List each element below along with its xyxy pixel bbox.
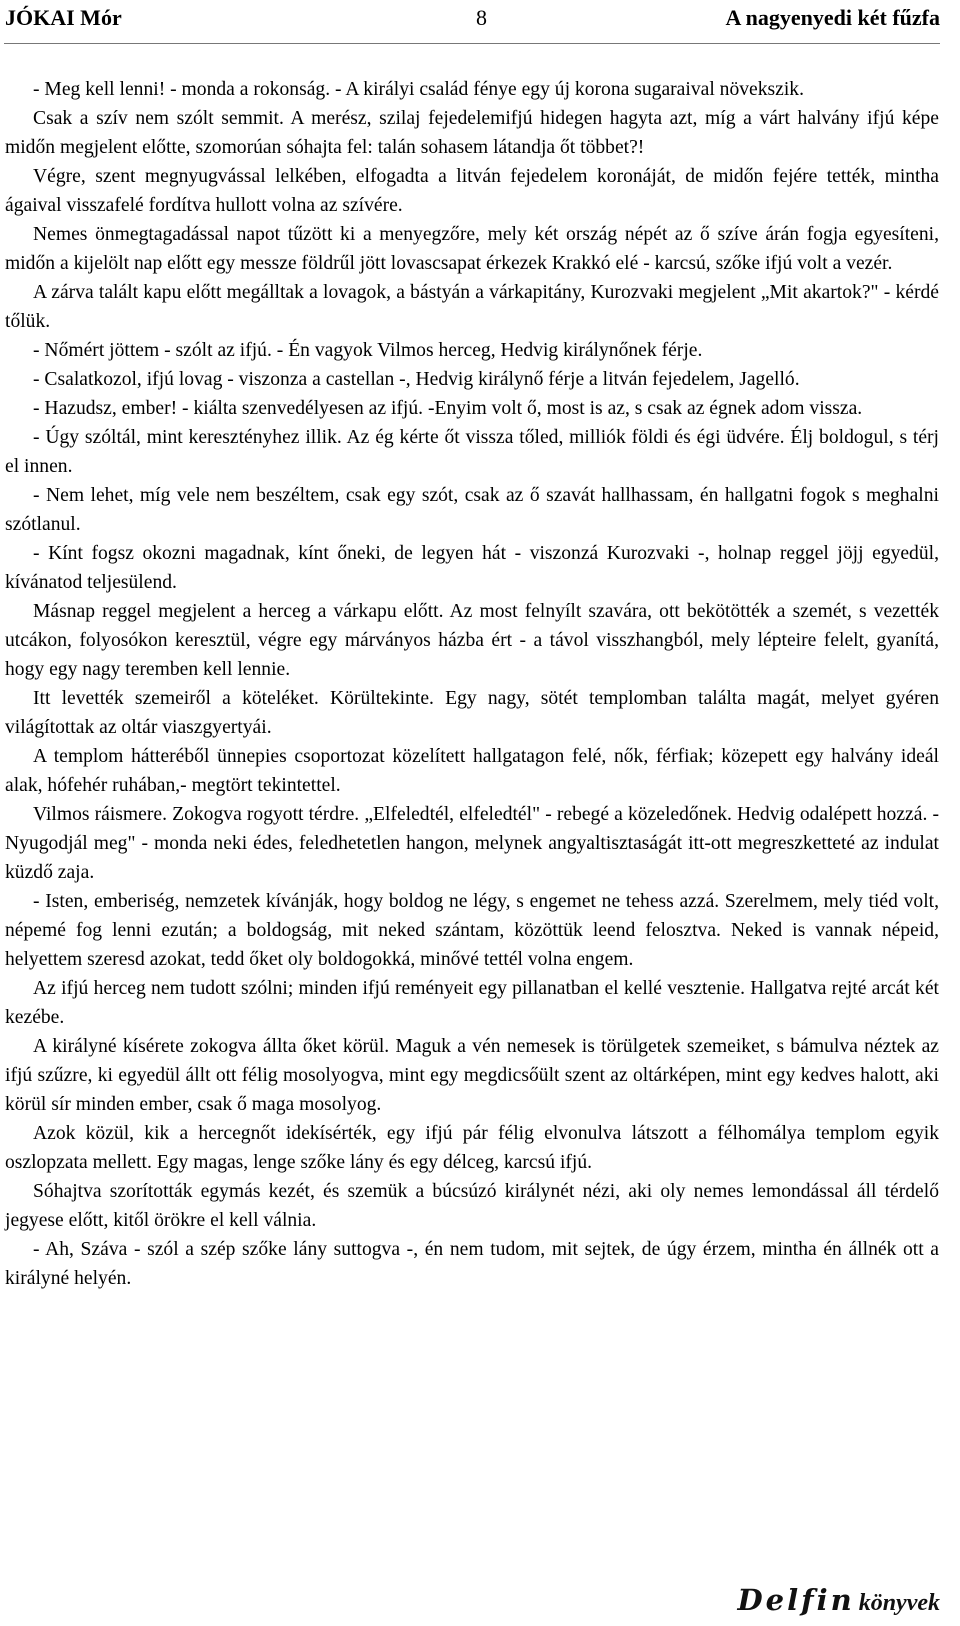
- paragraph: - Ah, Száva - szól a szép szőke lány suttogva -, én nem tudom, mit sejtek, de úgy érzem, mintha én állnék ott a királyné helyén.: [5, 1239, 939, 1289]
- paragraph: Végre, szent megnyugvással lelkében, elfogadta a litván fejedelem koronáját, de midőn fejére tették, mintha ágaival visszafelé fordítva hullott volna az szívére.: [5, 166, 939, 216]
- paragraph: A templom hátteréből ünnepies csoportozat közelített hallgatagon felé, nők, férfiak; közepett egy halvány ideál alak, hófehér ruhában,- megtört tekintettel.: [5, 746, 939, 796]
- paragraph: Másnap reggel megjelent a herceg a várkapu előtt. Az most felnyílt szavára, ott bekötötték a szemét, s vezették utcákon, folyosókon keresztül, végre egy márványos házba ért - a távol visszhangból, mely lépteire felelt, gyanítá, hogy egy nagy teremben kell lennie.: [5, 601, 939, 680]
- paragraph: A királyné kísérete zokogva állta őket körül. Maguk a vén nemesek is törülgetek szemeiket, s bámulva néztek az ifjú szűzre, ki egyedül állt ott félig mosolyogva, mint egy megdicsőült szent az oltárképen, mint egy kedves halott, aki körül sír minden ember, csak ő maga mosolyog.: [5, 1036, 939, 1115]
- header-author: JÓKAI Mór: [5, 5, 122, 30]
- paragraph: Az ifjú herceg nem tudott szólni; minden ifjú reményeit egy pillanatban el kellé vesztenie. Hallgatva rejté arcát két kezébe.: [5, 978, 939, 1028]
- paragraph: - Hazudsz, ember! - kiálta szenvedélyesen az ifjú. -Enyim volt ő, most is az, s csak az égnek adom vissza.: [33, 398, 863, 419]
- paragraph: Itt levették szemeiről a köteléket. Körültekinte. Egy nagy, sötét templomban találta magát, melyet gyéren világítottak az oltár viaszgyertyái.: [5, 688, 939, 738]
- page-header: [0, 0, 940, 46]
- paragraph: - Nőmért jöttem - szólt az ifjú. - Én vagyok Vilmos herceg, Hedvig királynőnek férje.: [33, 340, 703, 361]
- paragraph: - Úgy szóltál, mint keresztényhez illik. Az ég kérte őt vissza tőled, milliók földi és égi üdvére. Élj boldogul, s térj el innen.: [5, 427, 939, 477]
- publisher-logo-sub: könyvek: [858, 1590, 940, 1616]
- paragraph: - Meg kell lenni! - monda a rokonság. - A királyi család fénye egy új korona sugaraival növekszik.: [33, 79, 805, 100]
- header-book-title: A nagyenyedi két fűzfa: [725, 5, 940, 30]
- paragraph: Vilmos ráismere. Zokogva rogyott térdre. „Elfeledtél, elfeledtél" - rebegé a közeledőnek. Hedvig odalépett hozzá. - Nyugodjál meg" - monda neki édes, feledhetetlen hangon, melynek angyaltisztaságát itt-ott megreszketteté az indulat küzdő zaja.: [5, 804, 939, 883]
- paragraph: Nemes önmegtagadással napot tűzött ki a menyegzőre, mely két ország népét az ő szíve árán fogja egyesíteni, midőn a kijelölt nap előtt egy messze földrűl jött lovascsapat érkezek Krakkó elé - karcsú, szőke ifjú volt a vezér.: [5, 224, 939, 274]
- paragraph: - Kínt fogsz okozni magadnak, kínt őneki, de legyen hát - viszonzá Kurozvaki -, holnap reggel jöjj egyedül, kívánatod teljesülend.: [5, 543, 939, 593]
- paragraph: Sóhajtva szorították egymás kezét, és szemük a búcsúzó királynét nézi, aki oly nemes lemondással áll térdelő jegyese előtt, kitől örökre el kell válnia.: [5, 1181, 939, 1231]
- publisher-logo: [737, 1582, 940, 1624]
- paragraph: Csak a szív nem szólt semmit. A merész, szilaj fejedelemifjú hidegen hagyta azt, míg a várt halvány ifjú képe midőn megjelent előtte, szomorúan sóhajta fel: talán sohasem látandja őt többet?!: [5, 108, 939, 158]
- paragraph: - Isten, emberiség, nemzetek kívánják, hogy boldog ne légy, s engemet ne tehess azzá. Szerelmem, mely tiéd volt, népemé fog lenni ezután; a boldogság, mit neked szántam, közöttük leend felosztva. Neked is vannak népeid, helyettem szeresd azokat, tedd őket oly boldogokká, minővé tettél volna engem.: [5, 891, 939, 970]
- paragraph: A zárva talált kapu előtt megálltak a lovagok, a bástyán a várkapitány, Kurozvaki megjelent „Mit akartok?" - kérdé tőlük.: [5, 282, 939, 332]
- paragraph: Azok közül, kik a hercegnőt idekísérték, egy ifjú pár félig elvonulva látszott a félhomálya templom egyik oszlopzata mellett. Egy magas, lenge szőke lány és egy délceg, karcsú ifjú.: [5, 1123, 939, 1173]
- paragraph: - Nem lehet, míg vele nem beszéltem, csak egy szót, csak az ő szavát hallhassam, én hallgatni fogok s meghalni szótlanul.: [5, 485, 939, 535]
- publisher-logo-main: Delfin: [737, 1583, 855, 1617]
- body-text: [5, 75, 939, 1293]
- paragraph: - Csalatkozol, ifjú lovag - viszonza a castellan -, Hedvig királynő férje a litván fejedelem, Jagelló.: [33, 369, 800, 390]
- header-page-number: 8: [476, 5, 487, 30]
- header-divider: [4, 43, 940, 44]
